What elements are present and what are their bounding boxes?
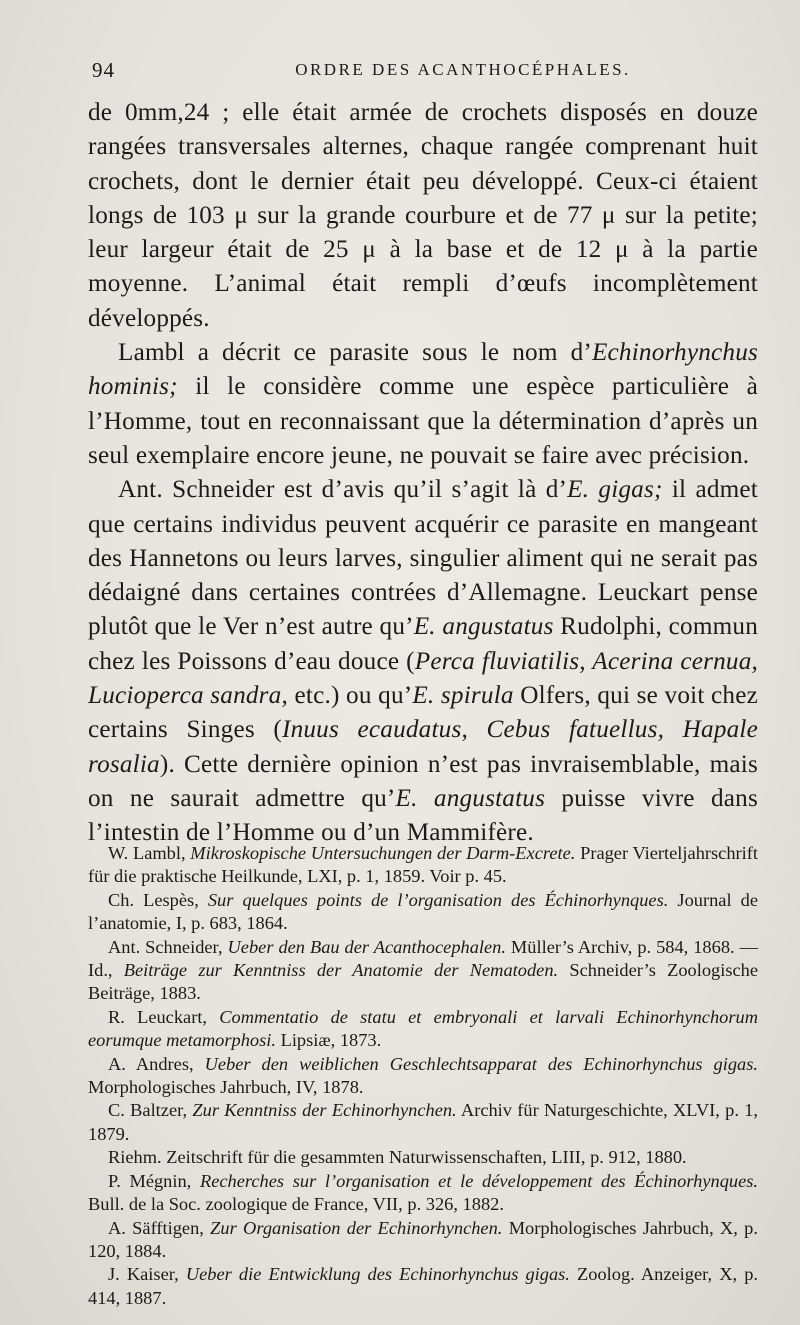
page-number: 94 — [92, 58, 115, 82]
text-run: Prager Vierteljahrschrift für die praktische Heilkunde, LXI, p. 1, 1859. Voir p. 45. — [88, 843, 758, 887]
paragraph — [88, 336, 758, 473]
text-run: Morphologisches Jahrbuch, X, p. 120, 1884. — [88, 1217, 758, 1261]
reference-entry — [88, 1099, 758, 1146]
text-run: P. Mégnin, — [108, 1170, 200, 1191]
running-title: ORDRE DES ACANTHOCÉPHALES. — [295, 60, 631, 79]
italic-text: Sur quelques points de l’organisation des Échinorhynques. — [207, 889, 669, 910]
reference-entry — [88, 1170, 758, 1217]
text-run: Ch. Lespès, — [108, 889, 208, 910]
italic-text: Commentatio de statu et embryonali et larvali Echinorhynchorum eorumque metamorphosi. — [88, 1006, 758, 1051]
text-run: Schneider’s Zoologische Beiträge, 1883. — [88, 960, 758, 1004]
italic-text: Echinorhynchus hominis; — [88, 339, 758, 401]
text-run: il le considère comme une espèce particulière à l’Homme, tout en reconnaissant que la détermination d’après un seul exemplaire encore jeune, ne pouvait se faire avec précision. — [88, 373, 758, 469]
text-run: Olfers, qui se voit chez certains Singes ( — [88, 682, 758, 744]
text-run: ). Cette dernière opinion n’est pas invraisemblable, mais on ne saurait admettre qu’ — [88, 750, 758, 812]
text-run: J. Kaiser, — [108, 1264, 186, 1285]
text-run: Riehm. Zeitschrift für die gesammten Naturwissenschaften, LIII, p. 912, 1880. — [108, 1147, 687, 1168]
text-run: Lambl a décrit ce parasite sous le nom d’ — [118, 339, 592, 367]
text-run: A. Säfftigen, — [108, 1217, 211, 1238]
italic-text: E. spirula — [412, 682, 514, 710]
text-run: Zoolog. Anzeiger, X, p. 414, 1887. — [88, 1264, 759, 1308]
italic-text: Ueber den Bau der Acanthocephalen. — [227, 936, 506, 957]
italic-text: E. angustatus — [413, 613, 554, 641]
italic-text: Mikroskopische Untersuchungen der Darm-Excrete. — [190, 843, 576, 863]
text-run: Bull. de la Soc. zoologique de France, VII, p. 326, 1882. — [88, 1194, 504, 1215]
paragraph — [88, 96, 758, 336]
italic-text: Inuus ecaudatus, Cebus fatuellus, Hapale rosalia — [88, 716, 758, 778]
text-run: Morphologisches Jahrbuch, IV, 1878. — [88, 1077, 364, 1098]
reference-entry — [88, 1263, 758, 1310]
reference-entry — [88, 1006, 758, 1053]
text-run: Ant. Schneider, — [108, 936, 228, 957]
italic-text: E. gigas; — [567, 476, 663, 504]
reference-entry — [88, 842, 758, 889]
reference-entry — [88, 889, 758, 936]
italic-text: Beiträge zur Kenntniss der Anatomie der Nematoden. — [123, 960, 559, 981]
italic-text: Ueber die Entwicklung des Echinorhynchus gigas. — [185, 1264, 570, 1285]
italic-text: Zur Kenntniss der Echinorhynchen. — [192, 1100, 457, 1121]
reference-entry — [88, 1053, 758, 1100]
text-run: A. Andres, — [108, 1053, 205, 1074]
text-run: Müller’s Archiv, p. 584, 1868. — Id., — [88, 936, 758, 981]
text-run: de 0mm,24 ; elle était armée de crochets disposés en douze rangées transversales alternes, chaque rangée comprenant huit crochets, dont le dernier était peu développé. Ceux-ci étaient longs de 103 μ sur la grande courbure et de 77 μ sur la petite; leur largeur était de 25 μ à la base et de 12 μ à la partie moyenne. L’animal était rempli d’œufs incomplètement développés. — [88, 99, 758, 332]
text-run: Rudolphi, commun chez les Poissons d’eau douce ( — [88, 613, 758, 675]
page-header — [88, 58, 758, 88]
text-run: R. Leuckart, — [108, 1006, 220, 1027]
italic-text: E. angustatus — [395, 784, 546, 812]
italic-text: Ueber den weiblichen Geschlechtsapparat des Echinorhynchus gigas. — [204, 1053, 758, 1074]
italic-text: Perca fluviatilis, Acerina cernua, Lucioperca sandra, — [88, 647, 758, 710]
text-run: puisse vivre dans l’intestin de l’Homme ou d’un Mammifère. — [88, 784, 758, 847]
text-run: Archiv für Naturgeschichte, XLVI, p. 1, 1879. — [88, 1100, 758, 1144]
text-run: Lipsiæ, 1873. — [275, 1030, 382, 1051]
text-run: Journal de l’anatomie, I, p. 683, 1864. — [88, 889, 758, 934]
bibliography — [88, 842, 758, 1310]
italic-text: Recherches sur l’organisation et le développement des Échinorhynques. — [199, 1170, 759, 1191]
text-run: il admet que certains individus peuvent acquérir ce parasite en mangeant des Hannetons ou leurs larves, singulier aliment qui ne serait pas dédaigné dans certaines contrées d’Allemagne. Leuckart pense plutôt que le Ver n’est autre qu’ — [88, 476, 758, 641]
reference-entry — [88, 936, 758, 1006]
italic-text: Zur Organisation der Echinorhynchen. — [210, 1217, 503, 1238]
text-run: etc.) ou qu’ — [287, 682, 413, 710]
text-run: Ant. Schneider est d’avis qu’il s’agit là d’ — [118, 476, 568, 504]
text-run: W. Lambl, — [108, 843, 191, 863]
reference-entry — [88, 1217, 758, 1264]
paragraph — [88, 473, 758, 850]
reference-entry — [88, 1146, 758, 1169]
main-text — [88, 96, 758, 851]
text-run: C. Baltzer, — [108, 1100, 193, 1121]
